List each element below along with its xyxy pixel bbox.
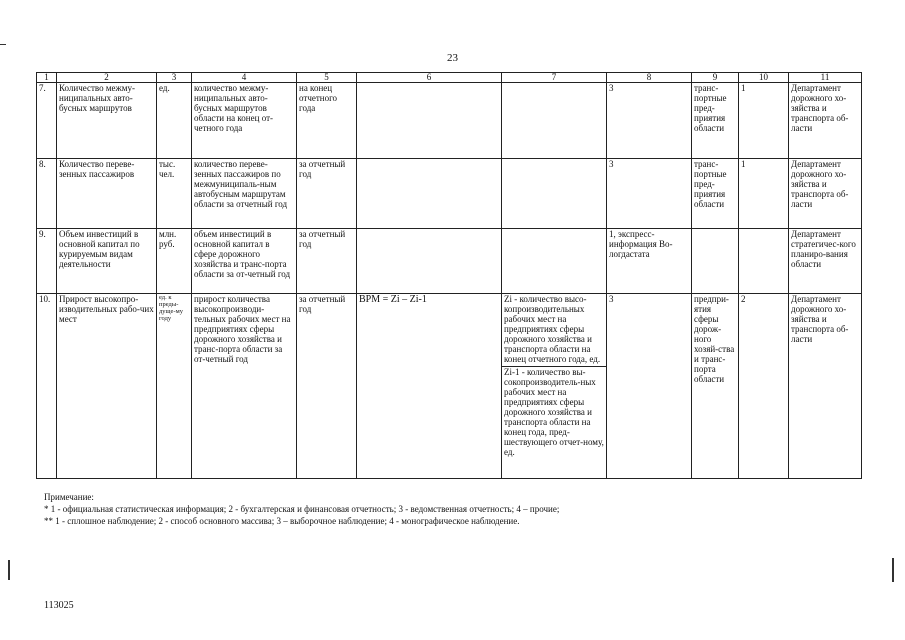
indicator-name: Прирост высокопро-изводительных рабо-чих мест [57,294,157,479]
row-number: 7. [37,83,57,159]
responsible-body: Департамент дорожного хо-зяйства и транспорта об-ласти [789,294,862,479]
period: за отчетный год [297,159,357,229]
observation-units: предпри-ятия сферы дорож-ного хозяй-ства и транс-порта области [692,294,739,479]
scan-edge-mark [0,44,6,45]
table-row [37,83,862,159]
header-cell: 6 [357,73,502,83]
data-source: 3 [607,294,692,479]
note-source-types: * 1 - официальная статистическая информация; 2 - бухгалтерская и финансовая отчетность; 3 - ведомственная отчетность; 4 – прочие; [44,504,560,514]
observation-units: транс-портные пред-приятия области [692,83,739,159]
header-cell: 11 [789,73,862,83]
responsible-body: Департамент дорожного хо-зяйства и транспорта об-ласти [789,159,862,229]
formula [357,159,502,229]
table-row [37,294,862,479]
row-number: 9. [37,229,57,294]
header-cell: 5 [297,73,357,83]
header-cell: 3 [157,73,192,83]
unit: ед. [157,83,192,159]
collection-method: 2 [739,294,789,479]
observation-units [692,229,739,294]
formula-notes [502,294,607,479]
collection-method: 1 [739,159,789,229]
page-number: 23 [447,52,458,64]
formula: ВРМ = Zi – Zi-1 [357,294,502,479]
data-source: 3 [607,159,692,229]
unit: млн. руб. [157,229,192,294]
header-cell: 7 [502,73,607,83]
header-cell: 8 [607,73,692,83]
row-number: 8. [37,159,57,229]
header-cell: 1 [37,73,57,83]
responsible-body: Департамент дорожного хо-зяйства и транспорта об-ласти [789,83,862,159]
table-row [37,159,862,229]
formula [357,83,502,159]
collection-method: 1 [739,83,789,159]
table-header-row [37,73,862,83]
unit: ед. к преды-дуще-му году [157,294,192,479]
indicator-name: Количество межму-ниципальных авто-бусных маршрутов [57,83,157,159]
formula-notes [502,159,607,229]
data-source: 1, экспресс-информация Во-логдастата [607,229,692,294]
formula-notes [502,83,607,159]
indicator-name: Количество переве-зенных пассажиров [57,159,157,229]
header-cell: 4 [192,73,297,83]
binding-mark-right [892,558,894,582]
definition: количество межму-ниципальных авто-бусных маршрутов области на конец от-четного года [192,83,297,159]
table-row [37,229,862,294]
formula [357,229,502,294]
formula-note-zi: Zi - количество высо-копроизводительных рабочих мест на предприятиях сферы дорожного хозяйства и транспорта области на конец отчетного года, ед. [504,294,601,364]
header-cell: 9 [692,73,739,83]
row-number: 10. [37,294,57,479]
definition: количество переве-зенных пассажиров по межмуниципаль-ным автобусным маршрутам области за отчетный год [192,159,297,229]
period: за отчетный год [297,229,357,294]
responsible-body: Департамент стратегичес-кого планиро-вания области [789,229,862,294]
period: за отчетный год [297,294,357,479]
indicator-name: Объем инвестиций в основной капитал по курируемым видам деятельности [57,229,157,294]
document-code: 113025 [44,600,74,611]
indicators-table [36,72,862,479]
binding-mark-left [8,560,10,580]
header-cell: 10 [739,73,789,83]
formula-note-zi-1: Zi-1 - количество вы-сокопроизводитель-ных рабочих мест на предприятиях сферы дорожного хозяйства и транспорта области на конец года, пред-шествующего отчет-ному, ед. [502,366,606,457]
definition: прирост количества высокопроизводи-тельных рабочих мест на предприятиях сферы дорожного хозяйства и транс-порта области за от-четный год [192,294,297,479]
definition: объем инвестиций в основной капитал в сфере дорожного хозяйства и транс-порта области за от-четный год [192,229,297,294]
period: на конец отчетного года [297,83,357,159]
note-observation-methods: ** 1 - сплошное наблюдение; 2 - способ основного массива; 3 – выборочное наблюдение; 4 - монографическое наблюдение. [44,516,520,526]
notes-block [44,491,559,527]
collection-method [739,229,789,294]
header-cell: 2 [57,73,157,83]
observation-units: транс-портные пред-приятия области [692,159,739,229]
unit: тыс. чел. [157,159,192,229]
notes-title: Примечание: [44,492,94,502]
data-source: 3 [607,83,692,159]
formula-notes [502,229,607,294]
